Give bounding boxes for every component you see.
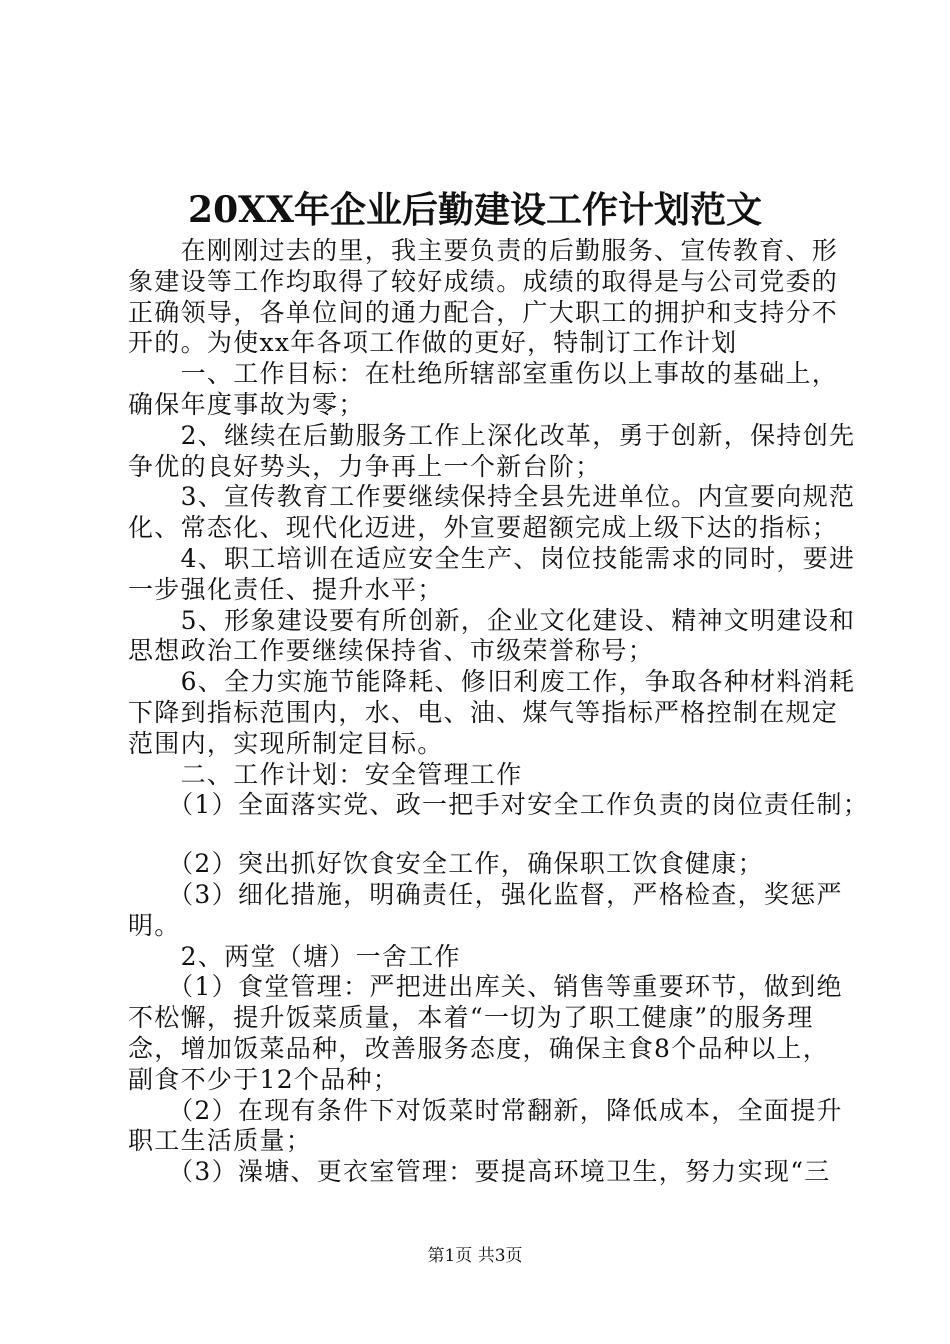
body-text-line: 不松懈，提升饭菜质量，本着“一切为了职工健康”的服务理 [128,1003,814,1033]
body-text-line: 开的。为使xx年各项工作做的更好，特制订工作计划 [128,328,738,358]
body-text-line: 一、工作目标：在杜绝所辖部室重伤以上事故的基础上， [128,359,839,389]
body-text-line: （2）突出抓好饮食安全工作，确保职工饮食健康； [128,849,764,879]
body-text-line: 2、两堂（塘）一舍工作 [128,941,461,971]
body-text-line: 5、形象建设要有所创新，企业文化建设、精神文明建设和 [128,605,856,635]
body-text-line: （3）澡塘、更衣室管理：要提高环境卫生，努力实现“三 [128,1157,831,1187]
body-text-line: 正确领导，各单位间的通力配合，广大职工的拥护和支持分不 [128,297,839,327]
body-text-line: 确保年度事故为零； [128,389,365,419]
body-text-line: 2、继续在后勤服务工作上深化改革，勇于创新，保持创先 [128,420,856,450]
document-title: 20XX年企业后勤建设工作计划范文 [188,189,762,231]
body-text-line: 思想政治工作要继续保持省、市级荣誉称号； [128,636,655,666]
document-body [128,236,870,1188]
body-text-line: 4、职工培训在适应安全生产、岗位技能需求的同时，要进 [128,543,856,573]
body-text-line: （1）食堂管理：严把进出库关、销售等重要环节，做到绝 [128,972,843,1002]
body-text-line: 3、宣传教育工作要继续保持全县先进单位。内宣要向规范 [128,482,856,512]
body-text-line: 在刚刚过去的里，我主要负责的后勤服务、宣传教育、形 [128,236,839,265]
body-text-line: 二、工作计划：安全管理工作 [128,759,523,789]
page-number: 第1页 共3页 [427,1246,523,1266]
body-text-line: 范围内，实现所制定目标。 [128,728,444,758]
body-text-line: 化、常态化、现代化迈进，外宣要超额完成上级下达的指标； [128,513,839,543]
body-text-line: （1）全面落实党、政一把手对安全工作负责的岗位责任制； [128,790,870,820]
body-text-line: 职工生活质量； [128,1126,313,1156]
body-text-line: 下降到指标范围内，水、电、油、煤气等指标严格控制在规定 [128,697,839,727]
body-text-line: 象建设等工作均取得了较好成绩。成绩的取得是与公司党委的 [128,266,839,296]
body-text-line: 念，增加饭菜品种，改善服务态度，确保主食8个品种以上， [128,1033,830,1063]
body-text-line: （3）细化措施，明确责任，强化监督，严格检查，奖惩严 [128,879,843,909]
body-text-line: （2）在现有条件下对饭菜时常翻新，降低成本，全面提升 [128,1095,843,1125]
body-text-line: 副食不少于12个品种； [128,1064,400,1094]
body-text-line: 6、全力实施节能降耗、修旧利废工作，争取各种材料消耗 [128,667,856,697]
body-text-line: 争优的良好势头，力争再上一个新台阶； [128,451,602,481]
body-text-line: 一步强化责任、提升水平； [128,574,444,604]
body-text-line: 明。 [128,910,181,940]
blank-line [128,821,832,849]
